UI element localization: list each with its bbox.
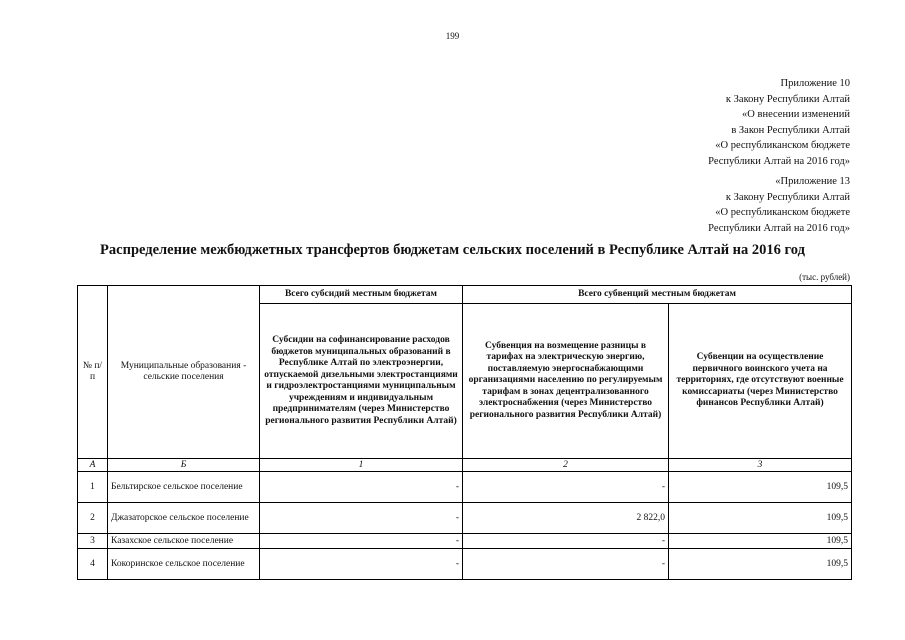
header-group-subventions: Всего субвенций местным бюджетам bbox=[463, 286, 852, 304]
row-value-col1: - bbox=[260, 534, 463, 549]
appendix-line: к Закону Республики Алтай bbox=[725, 93, 850, 105]
row-number: 4 bbox=[78, 549, 108, 580]
appendix-line: Приложение 10 bbox=[780, 78, 850, 89]
row-number: 1 bbox=[78, 472, 108, 503]
row-value-col3: 109,5 bbox=[669, 534, 852, 549]
column-number: 3 bbox=[669, 459, 852, 472]
appendix-13-note bbox=[708, 174, 850, 236]
row-value-col1: - bbox=[260, 549, 463, 580]
page-number: 199 bbox=[445, 31, 460, 41]
row-value-col2: - bbox=[463, 549, 669, 580]
appendix-line: «О республиканском бюджете bbox=[715, 140, 850, 151]
row-value-col2: 2 822,0 bbox=[463, 503, 669, 534]
header-col-2: Субвенция на возмещение разницы в тарифах на электрическую энергию, поставляемую энергоснабжающими организациями населению по регулируемым тарифам в зонах децентрализованного электроснабжения (через Министерство регионального развития Республики Алтай) bbox=[463, 304, 669, 459]
appendix-line: «О республиканском бюджете bbox=[715, 207, 850, 218]
appendix-line: «О внесении изменений bbox=[742, 109, 850, 120]
document-title: Распределение межбюджетных трансфертов бюджетам сельских поселений в Республике Алтай на 2016 год bbox=[100, 242, 805, 258]
appendix-10-note bbox=[708, 76, 850, 169]
appendix-line: Республики Алтай на 2016 год» bbox=[708, 155, 850, 167]
column-number: 2 bbox=[463, 459, 669, 472]
table-row bbox=[78, 549, 852, 580]
column-number-row bbox=[78, 459, 852, 472]
row-value-col3: 109,5 bbox=[669, 503, 852, 534]
column-number: Б bbox=[108, 459, 260, 472]
header-municipality: Муниципальные образования - сельские поселения bbox=[108, 286, 260, 459]
header-group-subsidies: Всего субсидий местным бюджетам bbox=[260, 286, 463, 304]
row-value-col1: - bbox=[260, 472, 463, 503]
row-municipality: Бельтирское сельское поселение bbox=[108, 472, 260, 503]
appendix-line: «Приложение 13 bbox=[775, 176, 850, 187]
header-col-1: Субсидии на софинансирование расходов бюджетов муниципальных образований в Республике Алтай по электроэнергии, отпускаемой дизельными электростанциями и гидроэлектростанциями муниципальным учреждениям и индивидуальным предпринимателям (через Министерство регионального развития Республики Алтай) bbox=[260, 304, 463, 459]
table-row bbox=[78, 472, 852, 503]
units-label: (тыс. рублей) bbox=[799, 272, 850, 282]
table-row bbox=[78, 534, 852, 549]
column-number: А bbox=[78, 459, 108, 472]
row-municipality: Джазаторское сельское поселение bbox=[108, 503, 260, 534]
transfers-table bbox=[77, 285, 852, 580]
row-value-col2: - bbox=[463, 534, 669, 549]
appendix-line: к Закону Республики Алтай bbox=[725, 191, 850, 203]
row-municipality: Казахское сельское поселение bbox=[108, 534, 260, 549]
row-municipality: Кокоринское сельское поселение bbox=[108, 549, 260, 580]
table-row bbox=[78, 503, 852, 534]
row-value-col1: - bbox=[260, 503, 463, 534]
row-value-col3: 109,5 bbox=[669, 472, 852, 503]
row-number: 3 bbox=[78, 534, 108, 549]
row-value-col2: - bbox=[463, 472, 669, 503]
header-number: № п/п bbox=[78, 286, 108, 459]
appendix-line: в Закон Республики Алтай bbox=[731, 124, 850, 136]
column-number: 1 bbox=[260, 459, 463, 472]
appendix-line: Республики Алтай на 2016 год» bbox=[708, 222, 850, 234]
row-number: 2 bbox=[78, 503, 108, 534]
row-value-col3: 109,5 bbox=[669, 549, 852, 580]
header-col-3: Субвенции на осуществление первичного воинского учета на территориях, где отсутствуют военные комиссариаты (через Министерство финансов Республики Алтай) bbox=[669, 304, 852, 459]
